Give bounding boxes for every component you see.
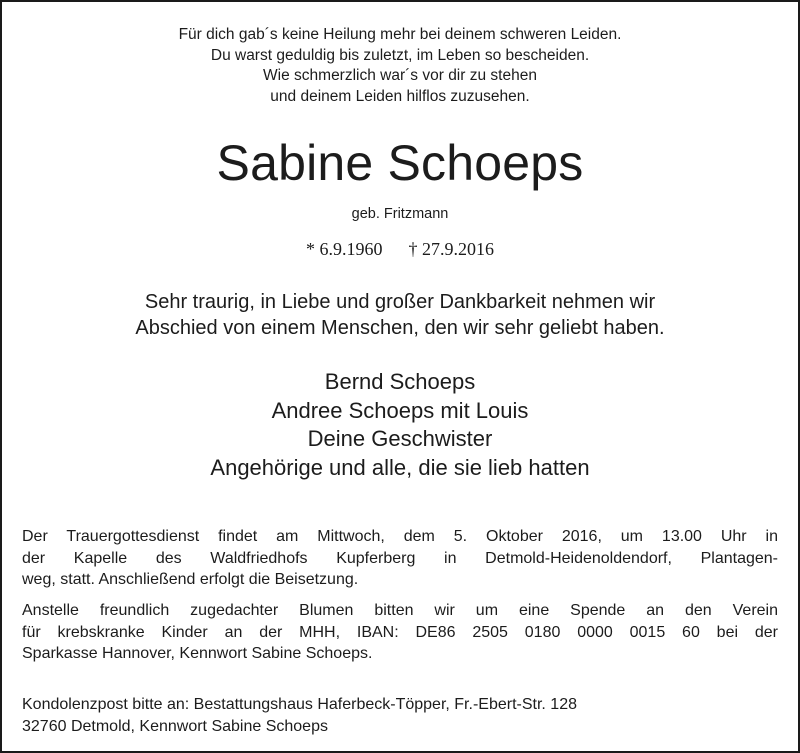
mourner: Bernd Schoeps bbox=[324, 369, 476, 394]
donation-info bbox=[22, 600, 778, 665]
donation-line: Anstelle freundlich zugedachter Blumen bitten wir um eine Spende an den Verein bbox=[22, 602, 778, 619]
donation-line: Sparkasse Hannover, Kennwort Sabine Schoeps. bbox=[22, 645, 373, 662]
poem-line: Für dich gab´s keine Heilung mehr bei deinem schweren Leiden. bbox=[178, 26, 622, 43]
service-line: der Kapelle des Waldfriedhofs Kupferberg in Detmold-Heidenoldendorf, Plantagen- bbox=[22, 549, 778, 567]
funeral-service-info bbox=[22, 526, 778, 591]
life-dates bbox=[2, 237, 798, 261]
deceased-name: Sabine Schoeps bbox=[216, 135, 584, 191]
farewell-line: Sehr traurig, in Liebe und großer Dankbarkeit nehmen wir bbox=[144, 291, 656, 313]
poem-line: Du warst geduldig bis zuletzt, im Leben so bescheiden. bbox=[210, 46, 590, 64]
mourners-list bbox=[2, 368, 798, 482]
condolence-line: Kondolenzpost bitte an: Bestattungshaus Haferbeck-Töpper, Fr.-Ebert-Str. 128 bbox=[22, 696, 577, 713]
condolence-line: 32760 Detmold, Kennwort Sabine Schoeps bbox=[22, 717, 328, 735]
mourner: Andree Schoeps mit Louis bbox=[271, 397, 529, 423]
birth-date: * 6.9.1960 bbox=[306, 239, 383, 259]
service-line: Der Trauergottesdienst findet am Mittwoch, dem 5. Oktober 2016, um 13.00 Uhr in bbox=[22, 528, 778, 545]
farewell-line: Abschied von einem Menschen, den wir sehr geliebt haben. bbox=[135, 317, 665, 339]
memorial-poem bbox=[2, 25, 798, 107]
condolence-address bbox=[22, 694, 778, 737]
donation-line: für krebskranke Kinder an der MHH, IBAN: DE86 2505 0180 0000 0015 60 bei der bbox=[22, 623, 778, 641]
mourner: Deine Geschwister bbox=[307, 426, 493, 451]
poem-line: und deinem Leiden hilflos zuzusehen. bbox=[270, 87, 530, 105]
mourner: Angehörige und alle, die sie lieb hatten bbox=[210, 454, 590, 480]
service-line: weg, statt. Anschließend erfolgt die Beisetzung. bbox=[22, 571, 359, 588]
maiden-name: geb. Fritzmann bbox=[351, 206, 449, 222]
farewell-message bbox=[2, 289, 798, 341]
death-date: † 27.9.2016 bbox=[408, 239, 494, 259]
poem-line: Wie schmerzlich war´s vor dir zu stehen bbox=[263, 67, 537, 84]
